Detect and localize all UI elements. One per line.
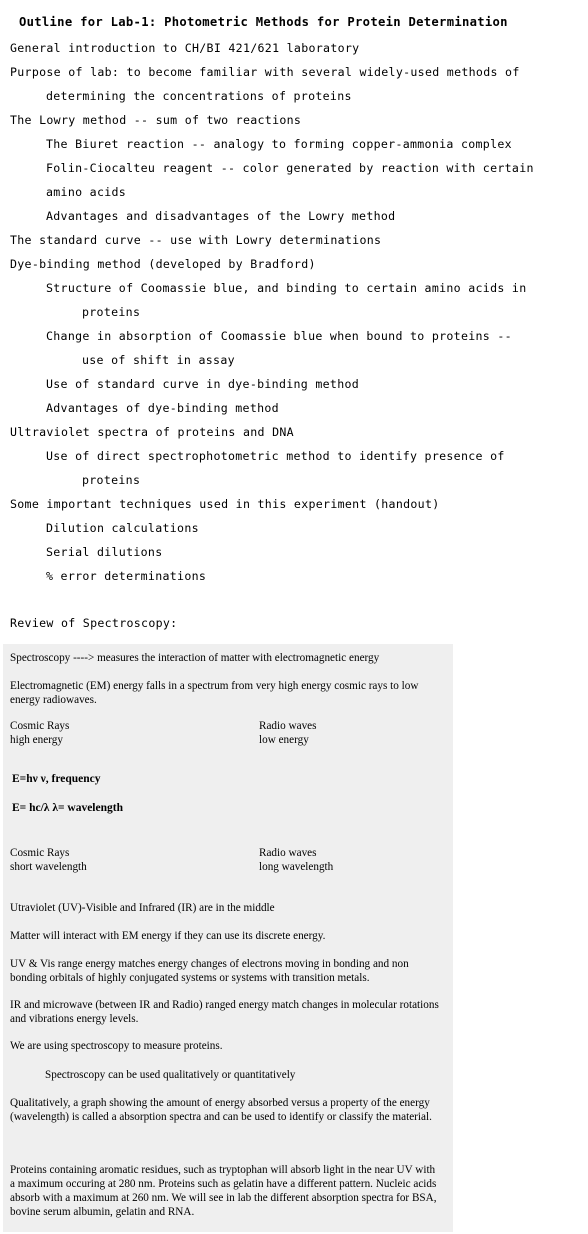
cosmic-rays-label: Cosmic Rays [10, 720, 70, 732]
outline-line: Ultraviolet spectra of proteins and DNA [10, 425, 294, 439]
panel-paragraph: UV & Vis range energy matches energy changes of electrons moving in bonding and non bonding orbitals of highly conjugated systems or systems with transition metals. [10, 958, 409, 984]
cosmic-rays-energy: high energy [10, 734, 63, 746]
panel-paragraph: Qualitatively, a graph showing the amount of energy absorbed versus a property of the energy (wavelength) is called a absorption spectra and can be used to identify or classify the material. [10, 1097, 432, 1123]
outline-line: The Biuret reaction -- analogy to forming copper-ammonia complex [46, 137, 512, 151]
frequency-formula: E=hν ν, frequency [12, 773, 101, 785]
outline-line: proteins [82, 473, 141, 487]
outline-line: Use of direct spectrophotometric method to identify presence of [46, 449, 505, 463]
outline-line: Change in absorption of Coomassie blue when bound to proteins -- [46, 329, 512, 343]
radio-waves-label: Radio waves [259, 720, 317, 732]
panel-paragraph: We are using spectroscopy to measure proteins. [10, 1040, 223, 1052]
outline-line: determining the concentrations of proteins [46, 89, 352, 103]
outline-line: Advantages and disadvantages of the Lowry method [46, 209, 396, 223]
outline-line: amino acids [46, 185, 127, 199]
panel-paragraph: Proteins containing aromatic residues, such as tryptophan will absorb light in the near UV with a maximum occuring at 280 nm. Proteins such as gelatin have a different pattern. Nucleic acids absorb with a maximum at 260 nm. We will see in lab the different absorption spectra for BSA, bovine serum albumin, gelatin and RNA. [10, 1164, 437, 1218]
outline-line: % error determinations [46, 569, 207, 583]
outline-line: The Lowry method -- sum of two reactions [10, 113, 302, 127]
panel-paragraph: Spectroscopy can be used qualitatively or quantitatively [45, 1069, 296, 1081]
radio-waves-label: Radio waves [259, 847, 317, 859]
outline-line: use of shift in assay [82, 353, 235, 367]
panel-paragraph: Electromagnetic (EM) energy falls in a spectrum from very high energy cosmic rays to low energy radiowaves. [10, 680, 419, 706]
cosmic-rays-label: Cosmic Rays [10, 847, 70, 859]
outline-title: Outline for Lab-1: Photometric Methods for Protein Determination [19, 15, 508, 29]
outline-line: Folin-Ciocalteu reagent -- color generated by reaction with certain [46, 161, 534, 175]
outline-line: proteins [82, 305, 141, 319]
outline-line: Advantages of dye-binding method [46, 401, 279, 415]
outline-line: Structure of Coomassie blue, and binding to certain amino acids in [46, 281, 527, 295]
outline-line: General introduction to CH/BI 421/621 laboratory [10, 41, 360, 55]
outline-line: Serial dilutions [46, 545, 163, 559]
outline-line: The standard curve -- use with Lowry determinations [10, 233, 382, 247]
radio-waves-energy: low energy [259, 734, 309, 746]
review-heading: Review of Spectroscopy: [10, 616, 178, 630]
panel-paragraph: Matter will interact with EM energy if they can use its discrete energy. [10, 930, 326, 942]
outline-line: Purpose of lab: to become familiar with several widely-used methods of [10, 65, 520, 79]
panel-paragraph: IR and microwave (between IR and Radio) ranged energy match changes in molecular rotations and vibrations energy levels. [10, 999, 439, 1025]
outline-line: Dye-binding method (developed by Bradford) [10, 257, 316, 271]
panel-paragraph: Utraviolet (UV)-Visible and Infrared (IR) are in the middle [10, 902, 275, 914]
outline-line: Some important techniques used in this experiment (handout) [10, 497, 440, 511]
panel-paragraph: Spectroscopy ----> measures the interaction of matter with electromagnetic energy [10, 652, 380, 664]
spectroscopy-review-panel [3, 644, 453, 1232]
outline-line: Use of standard curve in dye-binding method [46, 377, 360, 391]
radio-waves-wavelength: long wavelength [259, 861, 334, 873]
cosmic-rays-wavelength: short wavelength [10, 861, 87, 873]
wavelength-formula: E= hc/λ λ= wavelength [12, 802, 123, 814]
outline-line: Dilution calculations [46, 521, 199, 535]
